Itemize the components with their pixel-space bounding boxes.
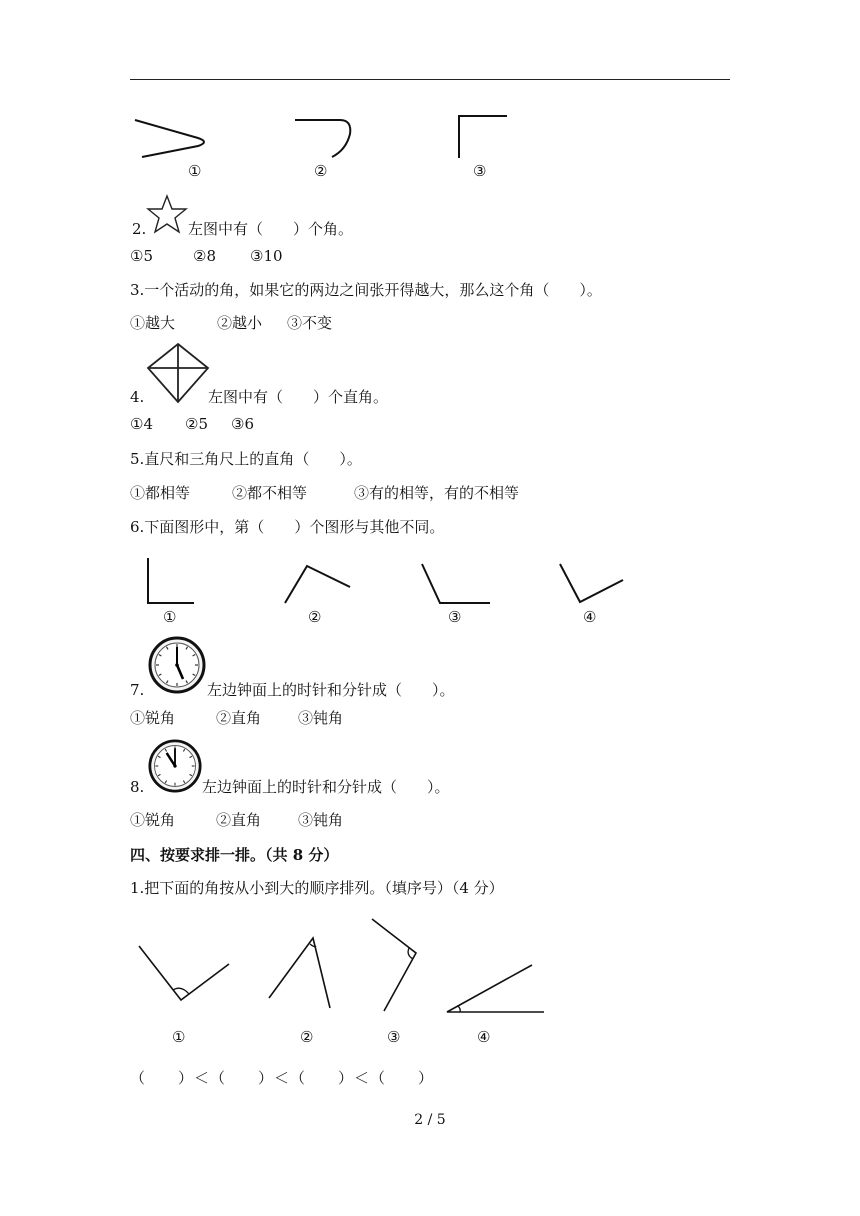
- answer-blanks: （ ）＜（ ）＜（ ）＜（ ）: [130, 1069, 435, 1087]
- q1-angle-figure-1: [130, 112, 220, 162]
- section-4-heading: 四、按要求排一排。（共 8 分）: [130, 846, 339, 864]
- s4-figure-label-1: ①: [172, 1028, 186, 1046]
- q7-option-2: ②直角: [216, 709, 262, 727]
- q5-option-3: ③有的相等，有的不相等: [354, 484, 520, 502]
- q3-options: [130, 313, 332, 333]
- page-number: 2 / 5: [414, 1112, 446, 1128]
- q5-options: [130, 483, 519, 503]
- q1-angle-figure-3: [450, 112, 520, 162]
- q6-angle-figure-3: [418, 560, 493, 606]
- q8-option-1: ①锐角: [130, 811, 176, 829]
- q6-figure-label-4: ④: [583, 608, 597, 626]
- q8-number: 8.: [130, 778, 145, 796]
- star-icon: [146, 194, 188, 234]
- q3-option-2: ②越小: [217, 314, 263, 332]
- q2-option-2: ②8: [193, 247, 216, 265]
- q6-question: 6.下面图形中，第（ ）个图形与其他不同。: [130, 518, 445, 536]
- q5-option-2: ②都不相等: [232, 484, 308, 502]
- q7-option-3: ③钝角: [298, 709, 344, 727]
- q2-option-3: ③10: [250, 247, 283, 265]
- q3-option-1: ①越大: [130, 314, 176, 332]
- q3-question: 3.一个活动的角，如果它的两边之间张开得越大，那么这个角（ ）。: [130, 281, 602, 299]
- q7-number: 7.: [130, 681, 145, 699]
- q6-angle-figure-4: [555, 560, 630, 606]
- q4-question: 左图中有（ ）个直角。: [208, 388, 389, 406]
- q3-option-3: ③不变: [287, 314, 333, 332]
- q6-figure-label-2: ②: [308, 608, 322, 626]
- q2-option-1: ①5: [130, 247, 153, 265]
- s4-angle-figure-2: [265, 934, 335, 1010]
- kite-icon: [145, 342, 211, 404]
- q8-options: [130, 810, 343, 830]
- q6-figure-label-3: ③: [448, 608, 462, 626]
- q1-figure-label-1: ①: [188, 162, 202, 180]
- q6-angle-figure-2: [280, 560, 355, 606]
- q4-option-1: ①4: [130, 415, 153, 433]
- q8-option-3: ③钝角: [298, 811, 344, 829]
- s4-angle-figure-3: [368, 915, 423, 1015]
- s4-figure-label-3: ③: [387, 1028, 401, 1046]
- q7-question: 左边钟面上的时针和分针成（ ）。: [207, 681, 455, 699]
- clock-icon: [148, 739, 202, 793]
- s4-angle-figure-4: [444, 962, 549, 1018]
- q1-figure-label-2: ②: [314, 162, 328, 180]
- q6-angle-figure-1: [140, 555, 200, 607]
- q4-option-3: ③6: [231, 415, 254, 433]
- q8-option-2: ②直角: [216, 811, 262, 829]
- q5-option-1: ①都相等: [130, 484, 191, 502]
- q7-options: [130, 708, 343, 728]
- q1-angle-figure-2: [290, 112, 360, 162]
- q8-question: 左边钟面上的时针和分针成（ ）。: [202, 778, 450, 796]
- s4-figure-label-4: ④: [477, 1028, 491, 1046]
- q2-options: [130, 246, 283, 266]
- q1-figure-label-3: ③: [473, 162, 487, 180]
- q5-question: 5.直尺和三角尺上的直角（ ）。: [130, 450, 362, 468]
- clock-icon: [148, 636, 206, 694]
- q4-number: 4.: [130, 388, 145, 406]
- q4-options: [130, 414, 254, 434]
- section-4-q1: 1.把下面的角按从小到大的顺序排列。（填序号）（4 分）: [130, 879, 504, 897]
- q2-number: 2.: [132, 220, 147, 238]
- q2-question: 左图中有（ ）个角。: [188, 220, 354, 238]
- q6-figure-label-1: ①: [163, 608, 177, 626]
- s4-figure-label-2: ②: [300, 1028, 314, 1046]
- s4-angle-figure-1: [135, 940, 235, 1005]
- q7-option-1: ①锐角: [130, 709, 176, 727]
- q4-option-2: ②5: [185, 415, 208, 433]
- header-rule: [130, 79, 730, 80]
